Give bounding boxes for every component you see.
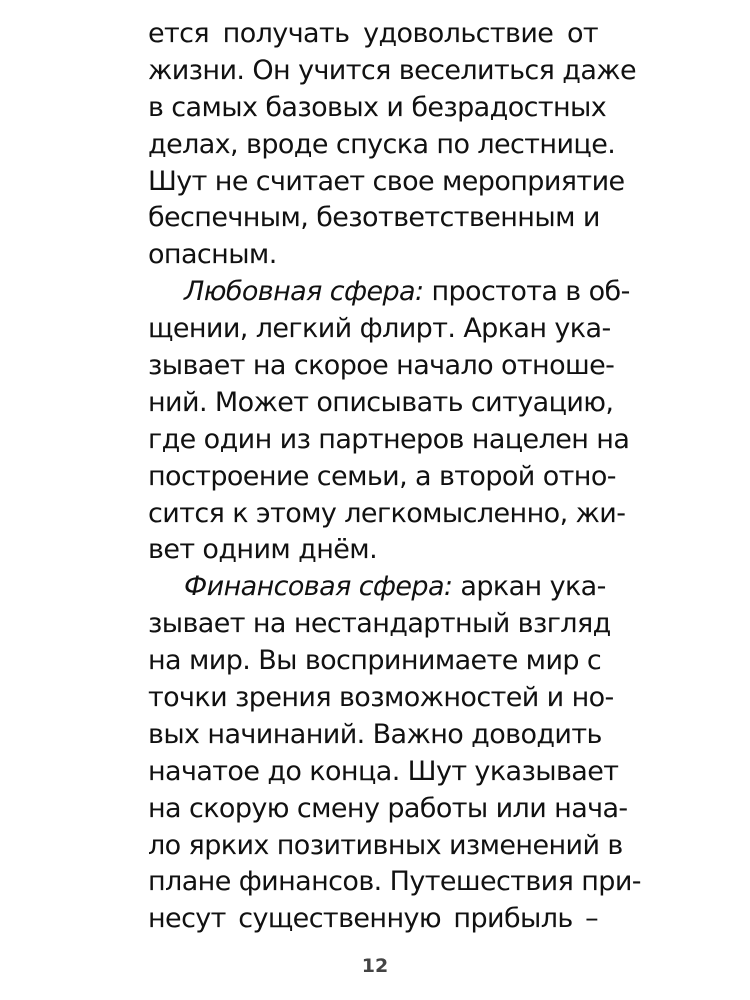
text-line: щении, легкий флирт. Аркан ука-	[148, 313, 611, 345]
text-line: несут существенную прибыль –	[148, 903, 598, 935]
text-line: Шут не считает свое мероприятие	[148, 165, 625, 197]
section-label-love: Любовная сфера:	[184, 276, 424, 308]
text-line-rest: аркан ука-	[452, 571, 606, 603]
text-line: вых начинаний. Важно доводить	[148, 718, 602, 750]
text-line-rest: простота в об-	[423, 276, 630, 308]
text-line: на мир. Вы воспринимаете мир с	[148, 645, 602, 677]
section-label-finance: Финансовая сфера:	[184, 571, 453, 603]
text-line: точки зрения возможностей и но-	[148, 682, 614, 714]
text-line: опасным.	[148, 239, 277, 271]
text-line: ний. Может описывать ситуацию,	[148, 386, 614, 418]
text-line: ется получать удовольствие от	[148, 18, 598, 49]
text-line: зывает на скорое начало отноше-	[148, 350, 615, 382]
text-line: плане финансов. Путешествия при-	[148, 866, 641, 898]
text-line: где один из партнеров нацелен на	[148, 423, 630, 455]
text-line: жизни. Он учится веселиться даже	[148, 54, 636, 86]
body-text	[148, 16, 641, 938]
text-line: начатое до конца. Шут указывает	[148, 755, 619, 787]
text-line: делах, вроде спуска по лестнице.	[148, 128, 616, 160]
text-line: беспечным, безответственным и	[148, 202, 600, 234]
text-line: построение семьи, а второй отно-	[148, 460, 616, 492]
paragraph-love-first-line	[148, 274, 630, 311]
page-number: 12	[361, 955, 389, 977]
paragraph-finance-first-line	[148, 569, 606, 606]
text-line: вет одним днём.	[148, 534, 378, 566]
text-line: в самых базовых и безрадостных	[148, 91, 607, 123]
text-line: на скорую смену работы или нача-	[148, 792, 628, 824]
text-line: зывает на нестандартный взгляд	[148, 608, 611, 640]
text-line: сится к этому легкомысленно, жи-	[148, 497, 626, 529]
text-line: ло ярких позитивных изменений в	[148, 829, 623, 861]
